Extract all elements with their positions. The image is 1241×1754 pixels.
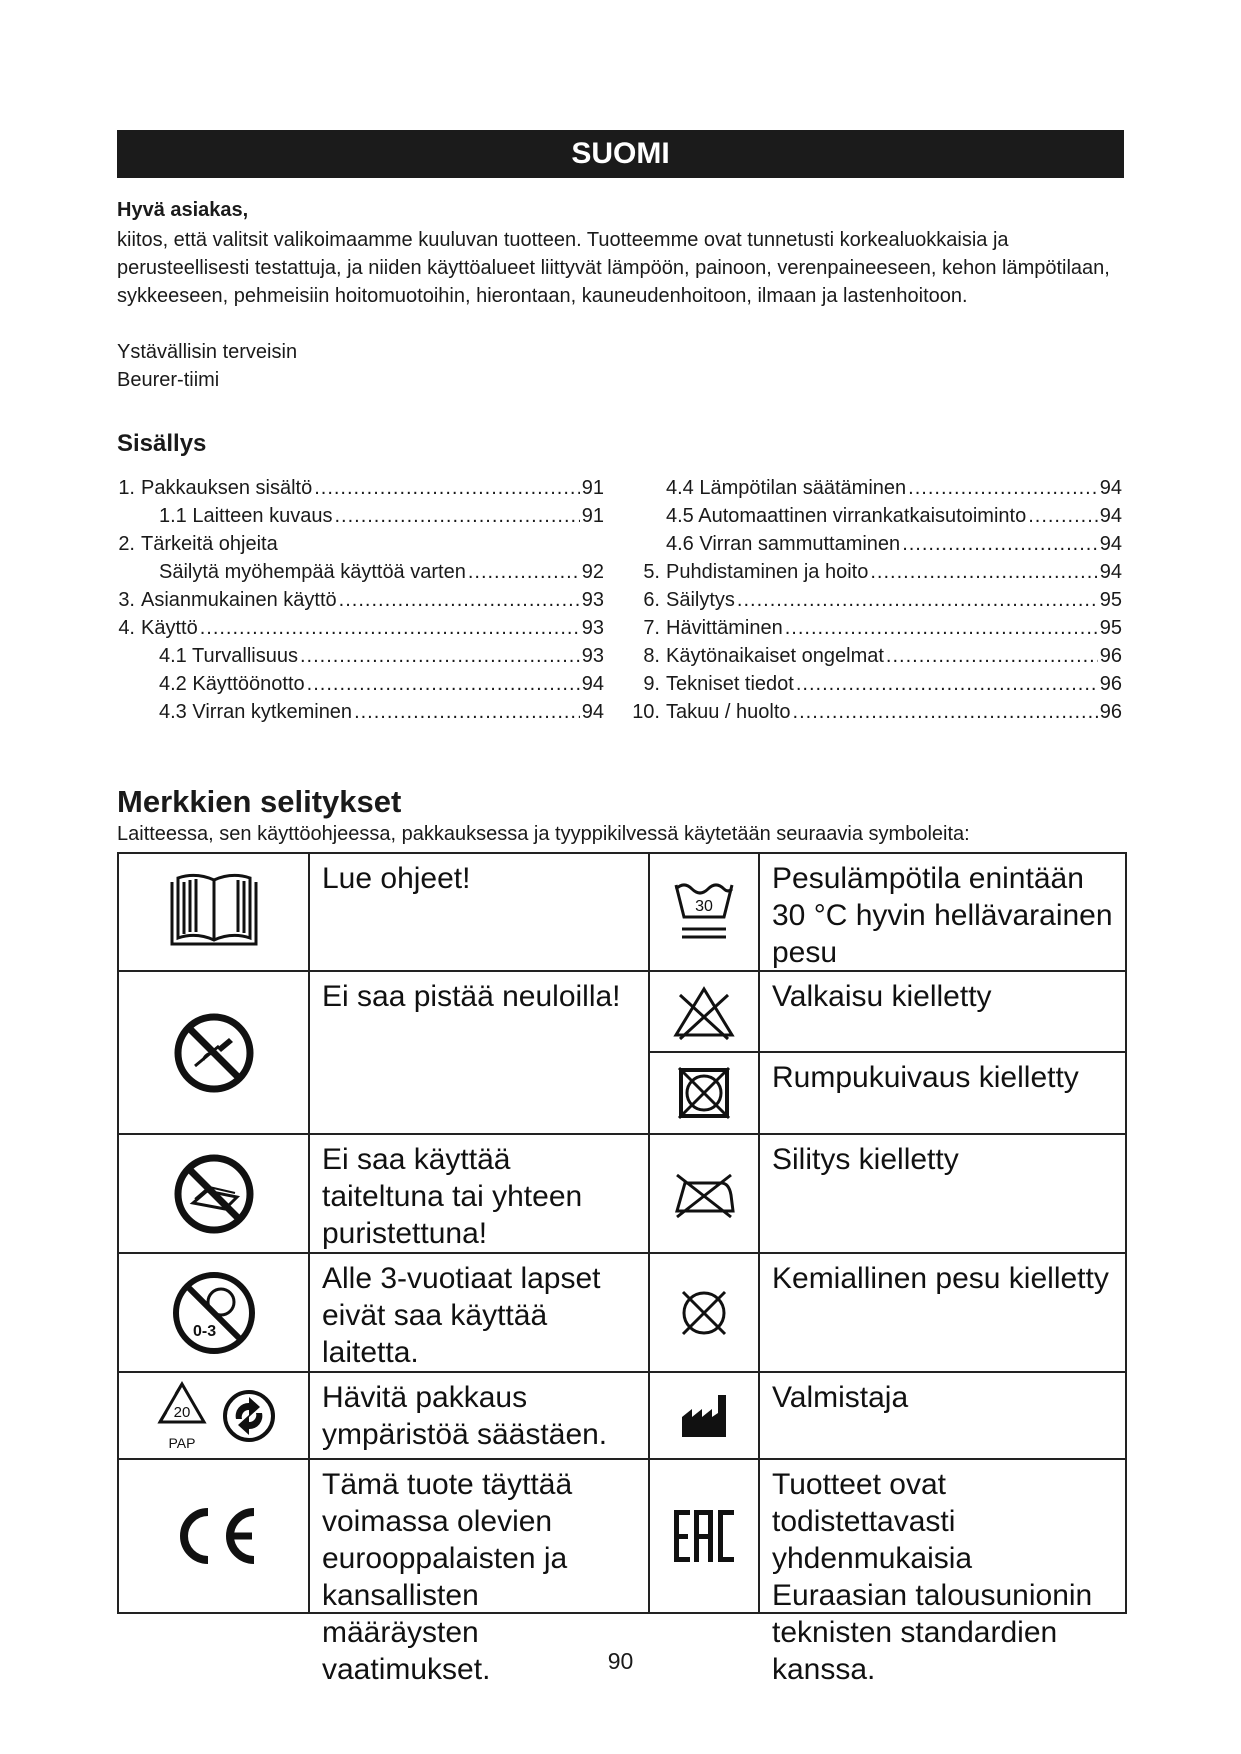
child-age-label: 0-3	[192, 1322, 216, 1340]
toc-entry-number: 4.	[118, 617, 135, 639]
symbol-cell-iron	[648, 1133, 760, 1254]
signoff	[117, 338, 297, 394]
toc-entry	[117, 698, 604, 726]
toc-entry-label: Tärkeitä ohjeita	[141, 533, 278, 555]
recycle-number: 20	[173, 1403, 190, 1421]
toc-entry-label: 4.4 Lämpötilan säätäminen	[666, 477, 907, 499]
toc-entry-page: 94	[581, 701, 604, 723]
no-folded-text: Ei saa käyttää taiteltuna tai yhteen puristettuna!	[308, 1133, 650, 1254]
toc-entry	[117, 502, 604, 530]
toc-entry	[117, 586, 604, 614]
toc-entry	[632, 670, 1122, 698]
toc-entry-label: Takuu / huolto	[666, 701, 791, 723]
toc-entry-page: 95	[1099, 617, 1122, 639]
no-tumble-text: Rumpukuivaus kielletty	[758, 1051, 1127, 1135]
toc-entry-number: 2.	[118, 533, 135, 555]
toc-entry-leader	[785, 614, 1098, 642]
toc-entry-leader	[1028, 502, 1098, 530]
toc-entry-page: 93	[581, 589, 604, 611]
toc-entry-leader	[307, 670, 580, 698]
toc-entry-number: 1.	[118, 477, 135, 499]
toc-entry-number: 8.	[643, 645, 660, 667]
no-folding-icon	[173, 1153, 255, 1235]
symbol-cell-eac	[648, 1458, 760, 1614]
toc-entry	[632, 474, 1122, 502]
dispose-packaging-text: Hävitä pakkaus ympäristöä säästäen.	[308, 1371, 650, 1460]
toc-entry-leader	[908, 474, 1098, 502]
toc-entry-page: 94	[1099, 505, 1122, 527]
toc-entry	[632, 614, 1122, 642]
toc-entry-number: 6.	[643, 589, 660, 611]
no-needles-icon	[173, 1012, 255, 1094]
toc-entry	[632, 698, 1122, 726]
eac-text: Tuotteet ovat todistettavasti yhdenmukaisia Euraasian talousunionin teknisten standardien kanssa.	[758, 1458, 1127, 1614]
toc-entry-number: 3.	[118, 589, 135, 611]
symbol-cell-tumble	[648, 1051, 760, 1135]
signature-line: Beurer-tiimi	[117, 369, 220, 391]
toc-entry-page: 92	[581, 561, 604, 583]
toc-entry-label: Pakkauksen sisältö	[141, 477, 313, 499]
symbols-title: Merkkien selitykset	[117, 784, 402, 819]
toc-entry-label: Käytönaikaiset ongelmat	[666, 645, 884, 667]
toc-entry	[632, 586, 1122, 614]
toc-entry-page: 94	[581, 673, 604, 695]
green-dot-icon	[222, 1389, 276, 1443]
toc-entry-leader	[300, 642, 580, 670]
toc-entry	[117, 670, 604, 698]
toc-entry-page: 94	[1099, 561, 1122, 583]
toc-entry	[117, 614, 604, 642]
no-iron-icon	[671, 1167, 737, 1221]
toc-entry-leader	[468, 558, 580, 586]
toc-entry-page: 93	[581, 645, 604, 667]
toc-entry	[632, 642, 1122, 670]
toc-entry	[117, 530, 604, 558]
toc-entry-number: 7.	[643, 617, 660, 639]
toc-entry-page: 96	[1099, 645, 1122, 667]
no-tumble-dry-icon	[675, 1064, 733, 1122]
toc-entry-label: 4.6 Virran sammuttaminen	[666, 533, 901, 555]
toc-entry-label: Säilytä myöhempää käyttöä varten	[159, 561, 466, 583]
toc-entry	[117, 642, 604, 670]
toc-entry	[117, 474, 604, 502]
no-children-icon	[171, 1270, 257, 1356]
symbol-cell-folded	[117, 1133, 310, 1254]
toc-entry-leader	[339, 586, 580, 614]
toc-entry-label: 1.1 Laitteen kuvaus	[159, 505, 333, 527]
toc-entry-page: 96	[1099, 673, 1122, 695]
manufacturer-icon	[678, 1393, 730, 1439]
no-iron-text: Silitys kielletty	[758, 1133, 1127, 1254]
toc-entry-page: 93	[581, 617, 604, 639]
recycle-label: PAP	[168, 1434, 195, 1451]
no-dryclean-text: Kemiallinen pesu kielletty	[758, 1252, 1127, 1373]
language-banner: SUOMI	[117, 130, 1124, 178]
toc-entry	[632, 530, 1122, 558]
no-bleach-icon	[672, 983, 736, 1041]
toc-entry-leader	[200, 614, 580, 642]
toc-entry-page: 94	[1099, 477, 1122, 499]
toc-entry-leader	[793, 698, 1098, 726]
toc-entry-label: 4.2 Käyttöönotto	[159, 673, 305, 695]
toc-entry-number: 10.	[632, 701, 660, 723]
recycle-icon	[152, 1378, 212, 1454]
toc-entry-label: 4.5 Automaattinen virrankatkaisutoiminto	[666, 505, 1027, 527]
toc-entry-page: 91	[581, 477, 604, 499]
symbol-cell-wash	[648, 852, 760, 972]
wash-tub-label: 30	[695, 898, 713, 915]
toc-entry-label: Puhdistaminen ja hoito	[666, 561, 869, 583]
no-dry-clean-icon	[675, 1284, 733, 1342]
wash-temp-text: Pesulämpötila enintään 30 °C hyvin hellävarainen pesu	[758, 852, 1127, 972]
toc-entry-leader	[737, 586, 1098, 614]
toc-entry-label: Tekniset tiedot	[666, 673, 794, 695]
toc-left-column	[117, 474, 604, 726]
symbol-cell-needle	[117, 970, 310, 1135]
toc-entry-label: 4.3 Virran kytkeminen	[159, 701, 353, 723]
symbol-cell-child	[117, 1252, 310, 1373]
toc-title: Sisällys	[117, 430, 207, 457]
toc-entry-number: 9.	[643, 673, 660, 695]
toc-entry-leader	[870, 558, 1097, 586]
symbol-cell-book	[117, 852, 310, 972]
page-number: 90	[607, 1648, 634, 1674]
read-instructions-text: Lue ohjeet!	[308, 852, 650, 972]
toc-entry-label: 4.1 Turvallisuus	[159, 645, 298, 667]
toc-entry-leader	[314, 474, 580, 502]
ce-mark-icon	[166, 1504, 262, 1568]
toc-entry-leader	[334, 502, 579, 530]
no-needles-text: Ei saa pistää neuloilla!	[308, 970, 650, 1135]
no-bleach-text: Valkaisu kielletty	[758, 970, 1127, 1053]
ce-text: Tämä tuote täyttää voimassa olevien eurooppalaisten ja kansallisten määräysten vaatimukset.	[308, 1458, 650, 1614]
symbol-cell-factory	[648, 1371, 760, 1460]
intro-paragraph: kiitos, että valitsit valikoimaamme kuuluvan tuotteen. Tuotteemme ovat tunnetusti korkealuokkaisia ja perusteellisesti testattuja, ja niiden käyttöalueet liittyvät lämpöön, painoon, verenpaineeseen, kehon lämpötilaan, sykkeeseen, pehmeisiin hoitomuotoihin, hierontaan, kauneudenhoitoon, ilmaan ja lastenhoitoon.	[117, 229, 1110, 307]
toc-entry-label: Käyttö	[141, 617, 198, 639]
manufacturer-text: Valmistaja	[758, 1371, 1127, 1460]
toc-entry-page: 91	[581, 505, 604, 527]
toc-entry-label: Hävittäminen	[666, 617, 783, 639]
wash-30-icon	[672, 877, 736, 947]
eac-mark-icon	[672, 1506, 736, 1566]
symbol-cell-recycle	[117, 1371, 310, 1460]
toc-entry-label: Säilytys	[666, 589, 735, 611]
toc-right-column	[632, 474, 1122, 726]
toc-entry-leader	[354, 698, 580, 726]
toc-entry-leader	[886, 642, 1098, 670]
no-children-text: Alle 3-vuotiaat lapset eivät saa käyttää laitetta.	[308, 1252, 650, 1373]
symbols-subtitle: Laitteessa, sen käyttöohjeessa, pakkauksessa ja tyyppikilvessä käytetään seuraavia symboleita:	[117, 823, 970, 845]
toc-entry	[632, 558, 1122, 586]
toc-entry-page: 96	[1099, 701, 1122, 723]
toc-entry-page: 95	[1099, 589, 1122, 611]
closing-line: Ystävällisin terveisin	[117, 341, 298, 363]
toc-entry-label: Asianmukainen käyttö	[141, 589, 337, 611]
toc-entry-leader	[796, 670, 1098, 698]
toc-entry-page: 94	[1099, 533, 1122, 555]
toc-entry	[632, 502, 1122, 530]
greeting: Hyvä asiakas,	[117, 199, 249, 221]
toc-entry	[117, 558, 604, 586]
symbol-cell-bleach	[648, 970, 760, 1053]
read-instructions-icon	[164, 872, 264, 952]
symbol-cell-ce	[117, 1458, 310, 1614]
symbol-cell-dryclean	[648, 1252, 760, 1373]
toc-entry-number: 5.	[643, 561, 660, 583]
toc-entry-leader	[902, 530, 1098, 558]
